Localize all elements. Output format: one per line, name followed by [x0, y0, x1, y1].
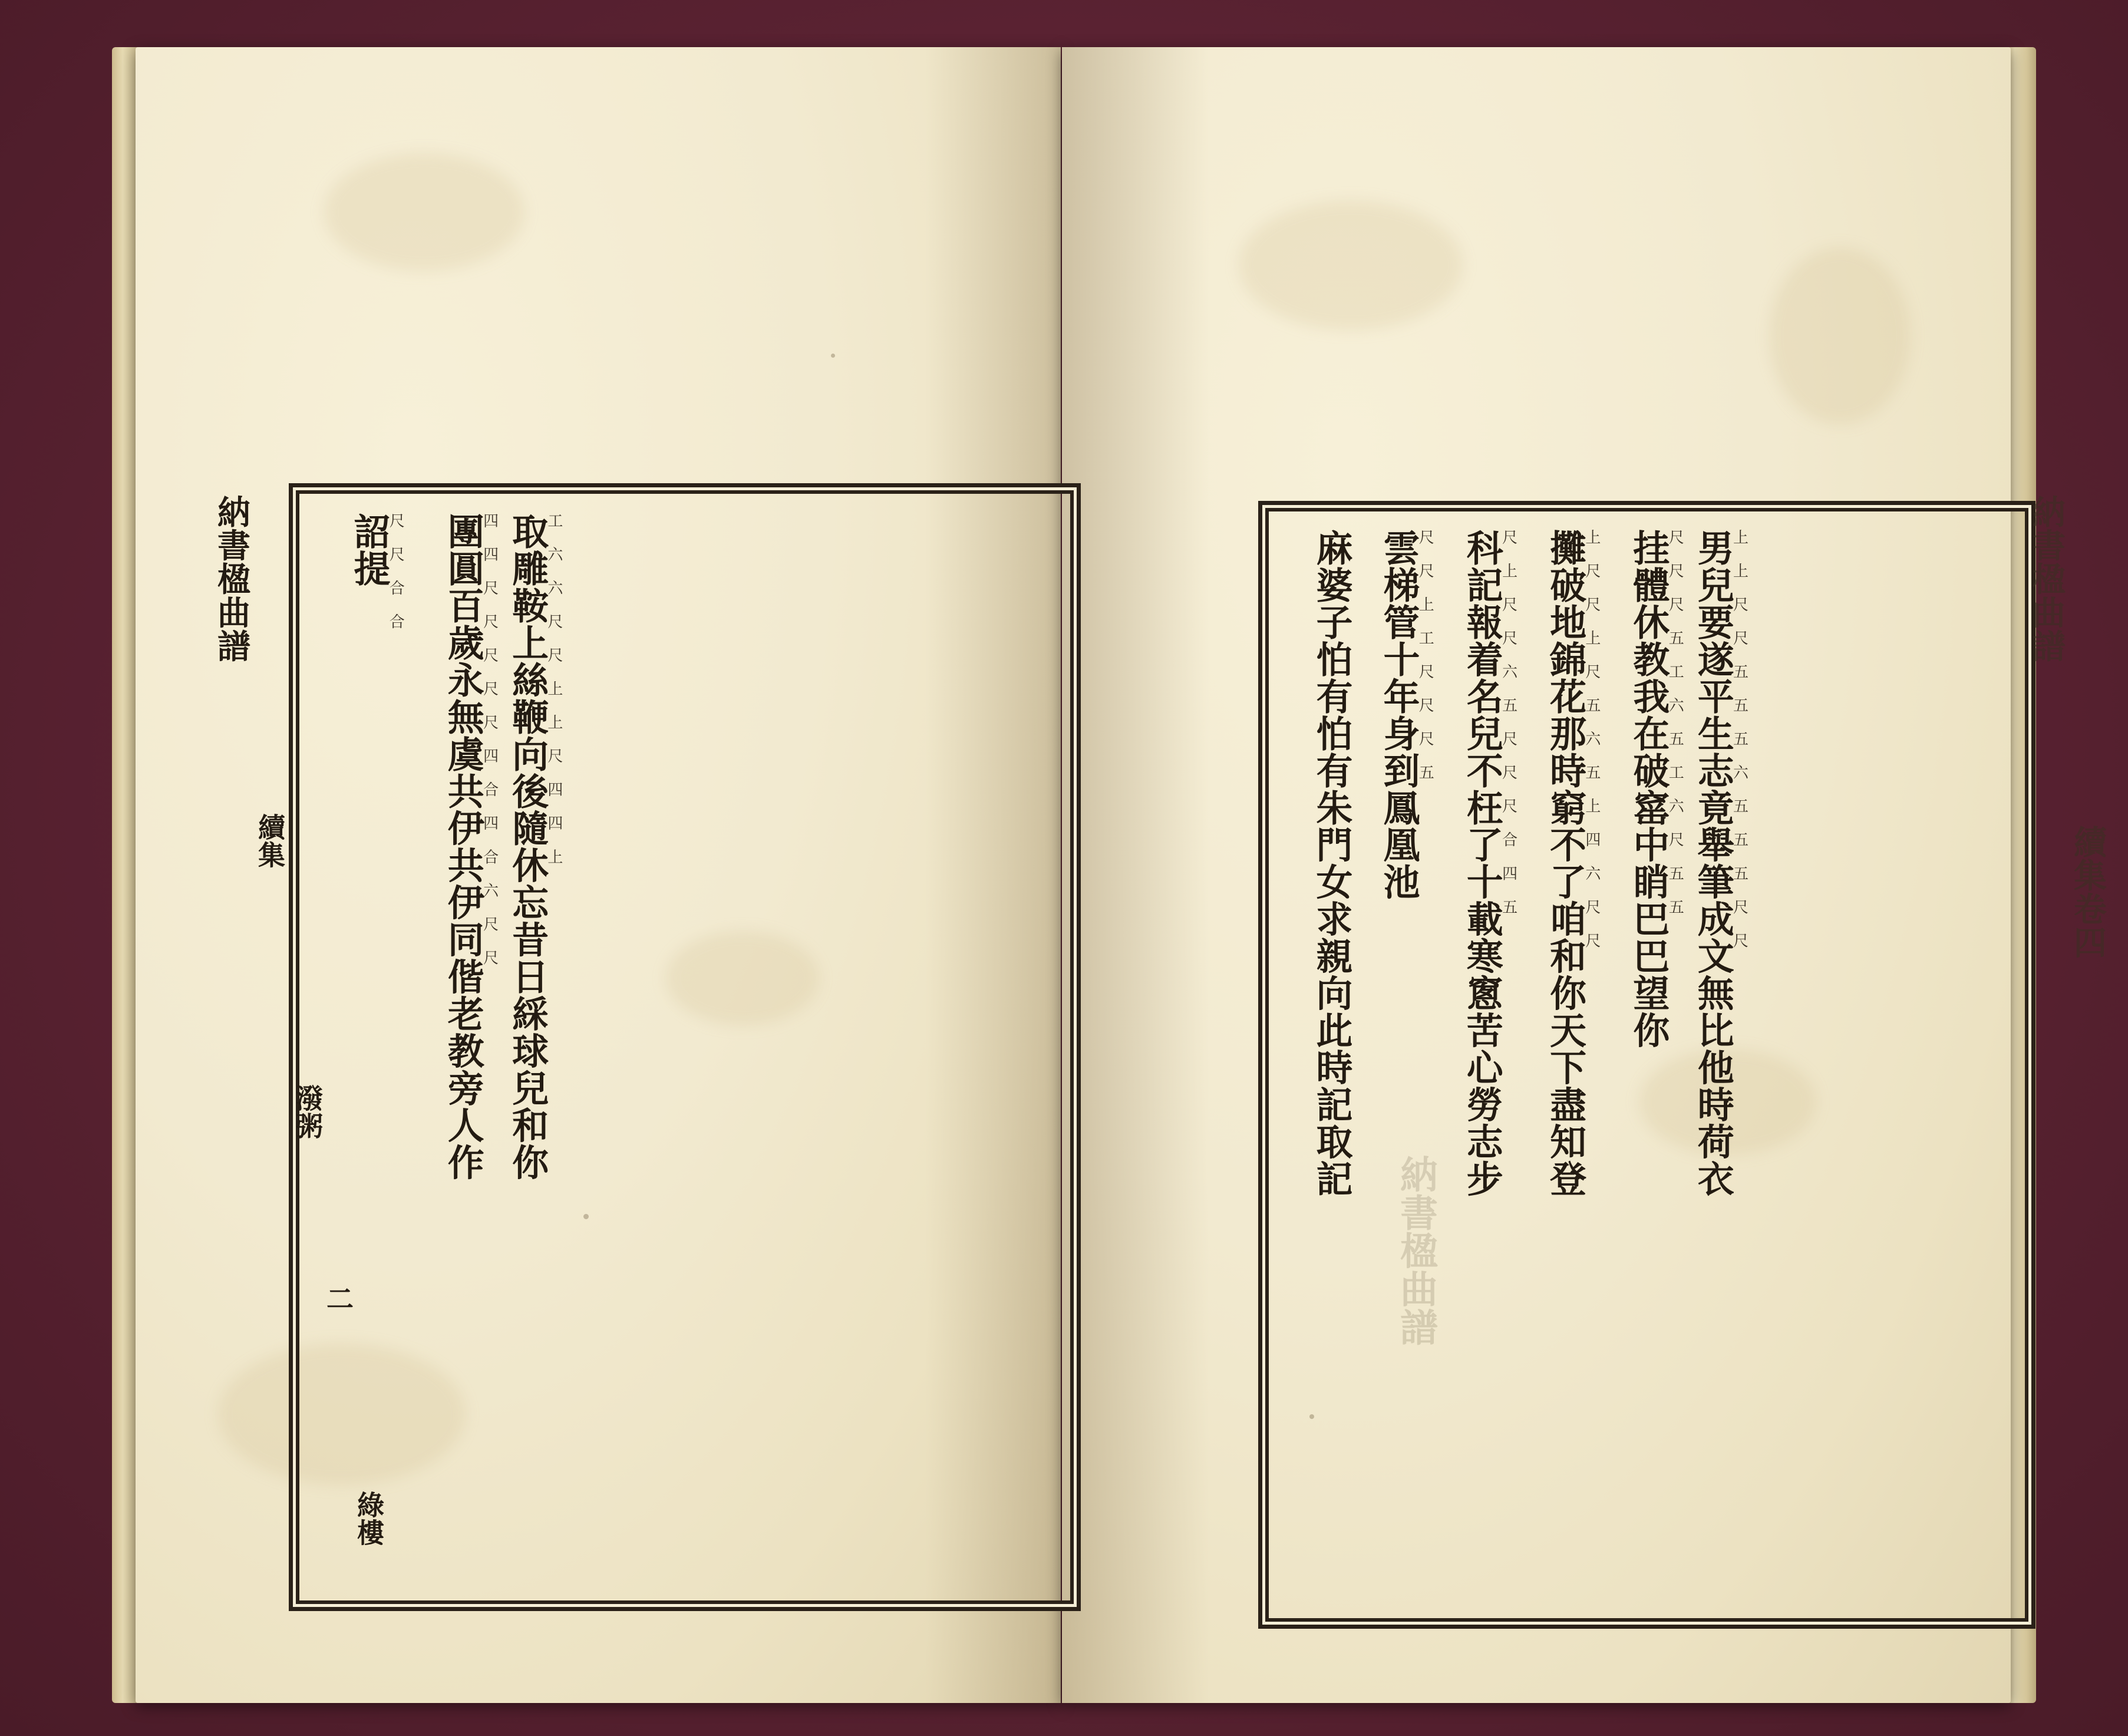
text-column [1543, 529, 1601, 1197]
open-book [112, 47, 2107, 1703]
text-column [1691, 529, 1748, 1197]
gongche-notation: 尺 尺 合 合 [387, 513, 405, 629]
section-label: 潑粥 [292, 1084, 324, 1140]
text-column [348, 513, 405, 629]
column-text: 麻婆子怕有怕有朱門女求親向此時記取記 [1310, 529, 1353, 1197]
text-column [1460, 529, 1517, 1197]
gongche-notation: 尺 尺 上 工 尺 尺 尺 五 [1416, 529, 1434, 780]
gongche-notation: 尺 尺 尺 五 工 六 五 工 六 尺 五 五 [1666, 529, 1684, 915]
right-page-header-sub: 續集卷四 [2068, 825, 2107, 959]
right-page-header: 納書楹曲譜 [2027, 495, 2066, 663]
gongche-notation: 工 六 六 尺 尺 上 上 尺 四 四 上 [545, 513, 563, 864]
text-column [1310, 529, 1353, 1197]
text-column [1377, 529, 1434, 900]
column-text: 團圓百歲永無虞共伊共伊同偕老教旁人作 [441, 513, 485, 1181]
column-text: 雲梯管十年身到鳳凰池 [1377, 529, 1420, 900]
left-page-columns [315, 513, 568, 1573]
page-number: 二 [322, 1285, 354, 1312]
right-page-header-margin [2027, 495, 2107, 1497]
text-column [441, 513, 499, 1181]
right-page-columns [1285, 529, 1753, 1590]
column-text: 挂體休教我在破窰中睄巴巴望你 [1626, 529, 1670, 1049]
gongche-notation: 四 四 尺 尺 尺 尺 尺 四 合 四 合 六 尺 尺 [480, 513, 499, 966]
text-column [1626, 529, 1684, 1049]
gongche-notation: 尺 上 尺 尺 六 五 尺 尺 尺 合 四 五 [1499, 529, 1517, 915]
column-text: 科記報着名兒不枉了十載寒窻苦心勞志步 [1460, 529, 1504, 1197]
column-text: 男兒要遂平生志竟舉筆成文無比他時荷衣 [1691, 529, 1735, 1197]
gongche-notation: 上 尺 尺 上 尺 五 六 五 上 四 六 尺 尺 [1582, 529, 1601, 948]
book-title: 納書楹曲譜 [212, 495, 251, 663]
publisher-mark: 綠樓 [353, 1491, 385, 1546]
text-column [506, 513, 563, 1181]
column-text: 攤破地錦花那時窮不了咱和你天下盡知登 [1543, 529, 1587, 1197]
gongche-notation: 上 上 尺 尺 五 五 五 六 五 五 五 尺 尺 [1730, 529, 1748, 948]
book-volume-label: 續集 [254, 813, 286, 869]
column-text: 詔提 [348, 513, 391, 587]
column-text: 取雕鞍上絲鞭向後隨休忘昔日綵球兒和你 [506, 513, 549, 1181]
